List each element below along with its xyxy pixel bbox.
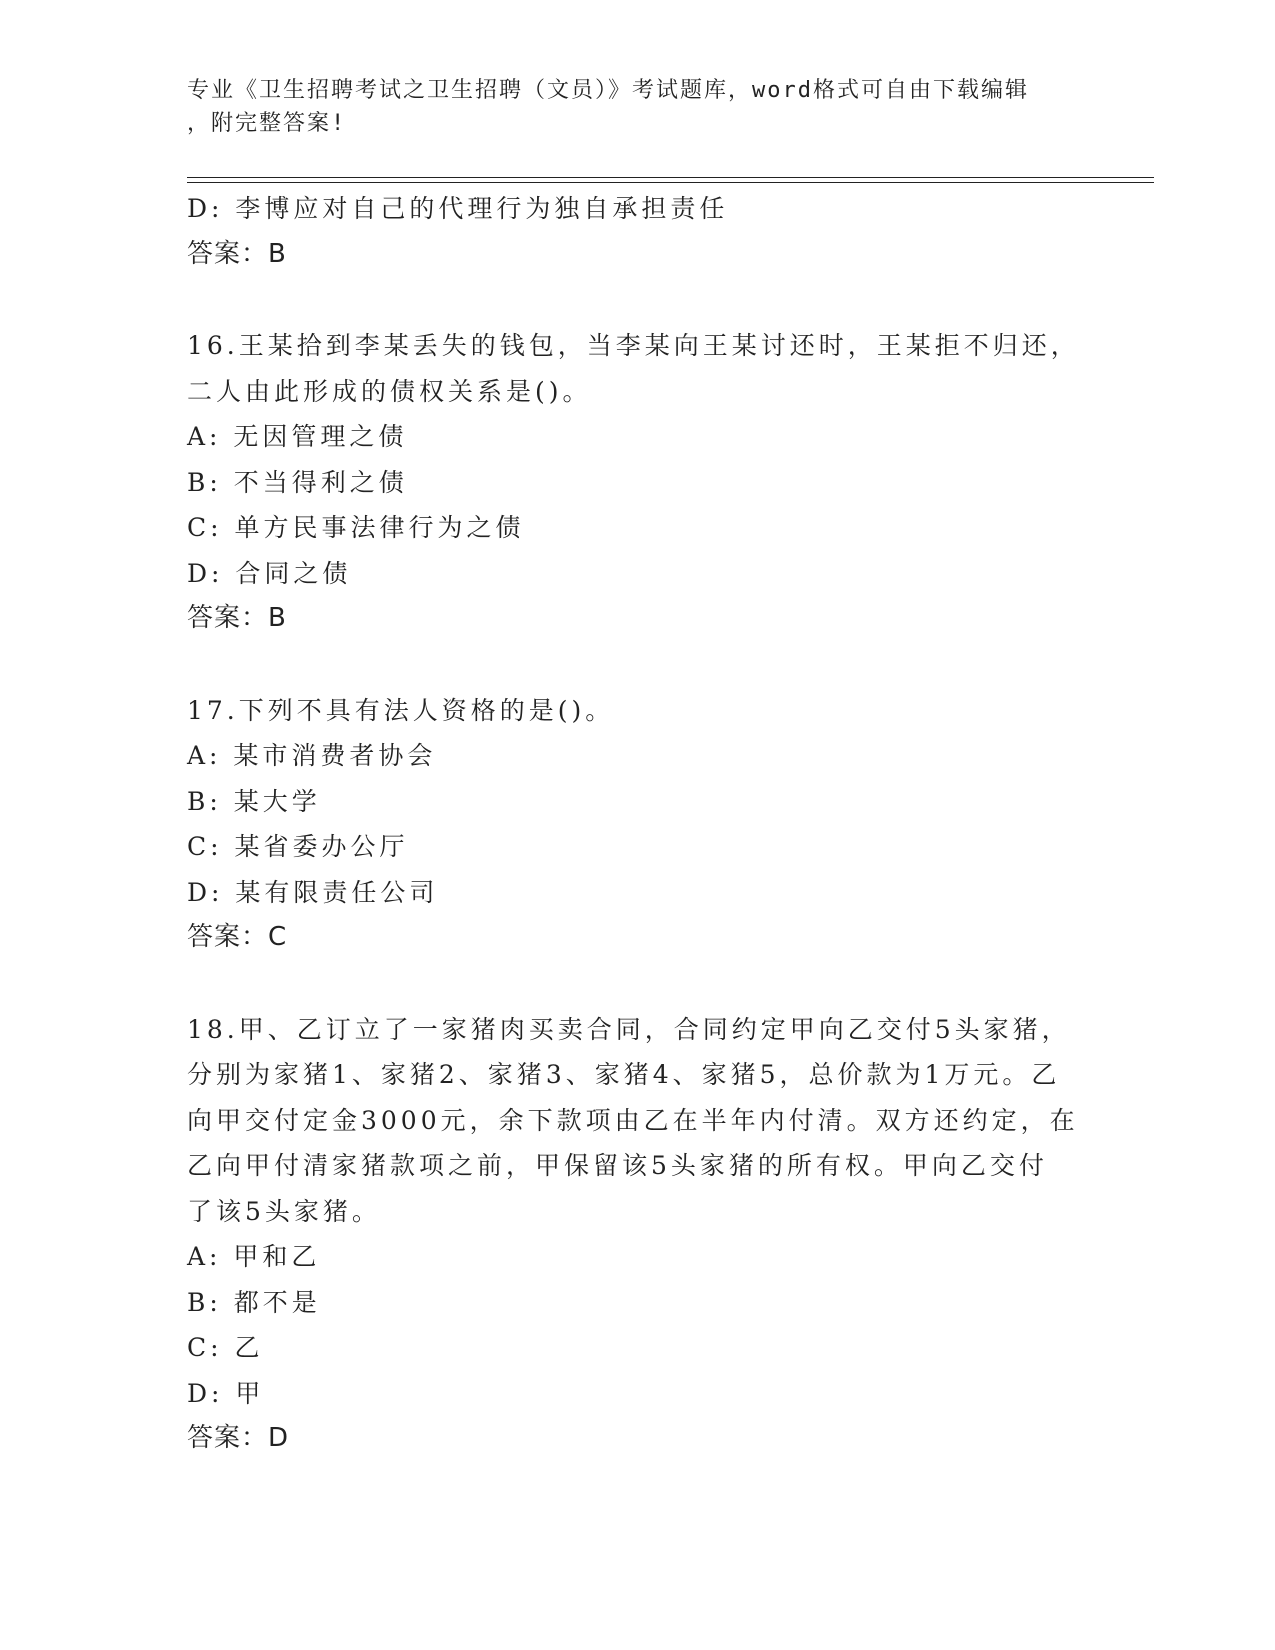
- document-body: [187, 186, 1087, 1462]
- option-a: A: 无因管理之债: [187, 422, 408, 451]
- option-d: D: 某有限责任公司: [187, 877, 439, 907]
- question-18: [187, 1007, 1087, 1462]
- question-stem-line: 分别为家猪1、家猪2、家猪3、家猪4、家猪5，总价款为1万元。乙: [187, 1060, 1061, 1089]
- option-d: D: 甲: [187, 1378, 265, 1408]
- spacer: [187, 277, 1087, 323]
- option-a: A: 甲和乙: [187, 1242, 321, 1271]
- question-17: [187, 688, 1087, 961]
- header-rule-bottom: [187, 182, 1154, 183]
- option-c: C: 单方民事法律行为之债: [187, 513, 525, 542]
- option-d: D: 合同之债: [187, 558, 352, 588]
- question-stem-line: 乙向甲付清家猪款项之前，甲保留该5头家猪的所有权。甲向乙交付: [187, 1151, 1048, 1180]
- question-16: [187, 323, 1087, 642]
- answer: 答案：D: [187, 1423, 290, 1453]
- question-stem-line: 17.下列不具有法人资格的是()。: [187, 695, 615, 725]
- spacer: [187, 642, 1087, 688]
- prev-option-d: D: 李博应对自己的代理行为独自承担责任: [187, 194, 729, 223]
- question-stem-line: 18.甲、乙订立了一家猪肉买卖合同，合同约定甲向乙交付5头家猪，: [187, 1014, 1071, 1044]
- question-stem-line: 16.王某拾到李某丢失的钱包，当李某向王某讨还时，王某拒不归还，: [187, 331, 1080, 360]
- question-stem-line: 二人由此形成的债权关系是()。: [187, 376, 592, 406]
- option-a: A: 某市消费者协会: [187, 741, 437, 770]
- option-c: C: 某省委办公厅: [187, 832, 409, 861]
- header-line-2: ，附完整答案!: [187, 111, 347, 136]
- spacer: [187, 961, 1087, 1007]
- option-b: B: 都不是: [187, 1287, 321, 1317]
- option-b: B: 不当得利之债: [187, 467, 408, 497]
- header-line-1: 专业《卫生招聘考试之卫生招聘（文员）》考试题库，word格式可自由下载编辑: [187, 78, 1029, 103]
- header-rule-top: [187, 177, 1154, 178]
- question-stem-line: 了该5头家猪。: [187, 1196, 381, 1226]
- answer: 答案：B: [187, 603, 287, 633]
- prev-answer: 答案：B: [187, 238, 287, 269]
- answer: 答案：C: [187, 922, 288, 952]
- option-c: C: 乙: [187, 1333, 264, 1362]
- document-header: [187, 74, 1087, 140]
- question-stem-line: 向甲交付定金3000元，余下款项由乙在半年内付清。双方还约定，在: [187, 1105, 1079, 1135]
- option-b: B: 某大学: [187, 786, 321, 816]
